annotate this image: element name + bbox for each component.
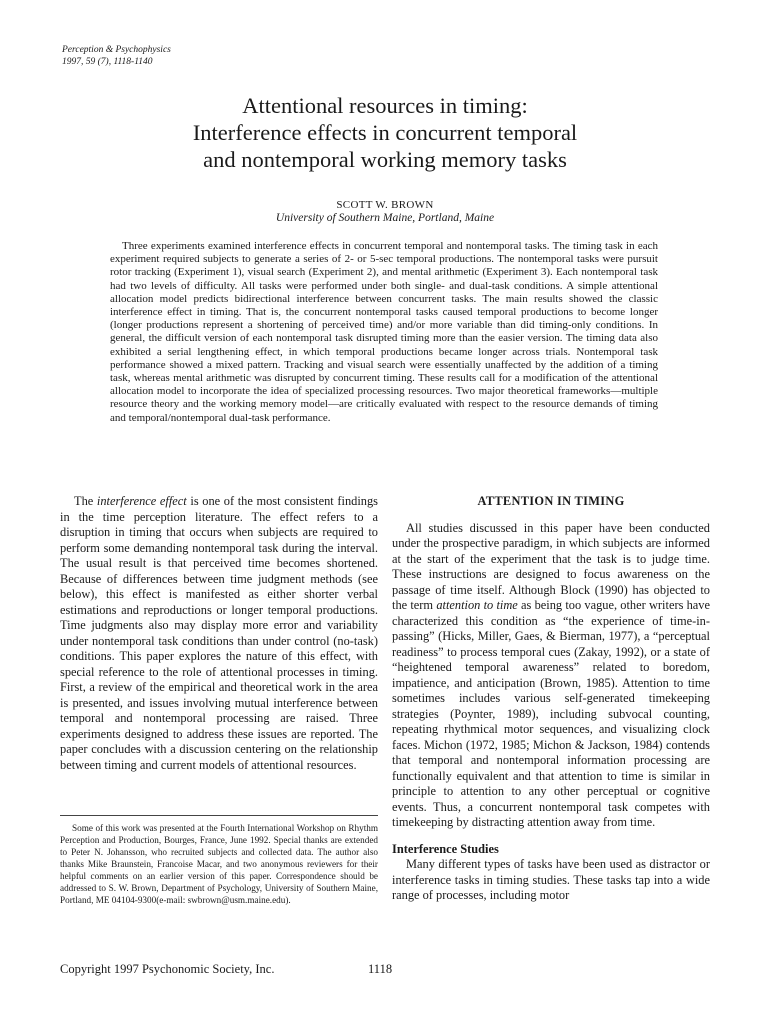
intro-rest: is one of the most consistent findings in the time perception literature. The effect refers to a disruption in timing that occurs when subjects are required to perform some demanding nontemporal task during the interval. The usual result is that perceived time becomes shortened. Because of differences between time judgment methods (see below), this effect is manifested as either shorter verbal estimations and reproductions or longer temporal productions. Time judgments also may display more error and variability under nontemporal task conditions than under control (no-task) conditions. This paper explores the nature of this effect, with special reference to the role of attentional processes in timing. First, a review of the empirical and theoretical work in the area is presented, and issues involving mutual interference between temporal and nontemporal processing are raised. Three experiments designed to address these issues are reported. The paper concludes with a discussion centering on the relationship between timing and current models of attentional resources. — [60, 494, 378, 772]
abstract: Three experiments examined interference effects in concurrent temporal and nontemporal tasks. The timing task in each experiment required subjects to generate a series of 2- or 5-sec temporal productions. The nontemporal tasks were pursuit rotor tracking (Experiment 1), visual search (Experiment 2), and mental arithmetic (Experiment 3). Each nontemporal task had two levels of difficulty. All tasks were performed under both single- and dual-task conditions. A simple attentional allocation model predicts bidirectional interference between concurrent tasks. The main results showed the classic interference effect in timing. That is, the concurrent nontemporal tasks caused temporal productions to become longer (longer productions represent a shortening of perceived time) and/or more variable than did timing-only conditions. In general, the difficult version of each nontemporal task disrupted timing more than the easier version. The timing data also exhibited a serial lengthening effect, in which temporal productions became longer across trials. Nontemporal task performance showed a mixed pattern. Tracking and visual search were essentially unaffected by the addition of a timing task, whereas mental arithmetic was disrupted by concurrent timing. These results call for a modification of the attentional allocation model to incorporate the idea of specialized processing resources. Two major theoretical frameworks—multiple resource theory and the working memory model—are critically evaluated with respect to the resource demands of timing and temporal/nontemporal dual-task performance. — [110, 240, 658, 424]
right-column — [392, 494, 710, 904]
copyright-notice: Copyright 1997 Psychonomic Society, Inc. — [60, 962, 275, 976]
author-affiliation: University of Southern Maine, Portland, Maine — [275, 212, 495, 224]
intro-term: interference effect — [96, 494, 187, 508]
footnote: Some of this work was presented at the Fourth International Workshop on Rhythm Perception and Production, Bourges, France, June 1992. Special thanks are extended to Peter N. Johansson, who recruited subjects and collected data. The author also thanks Mike Braunstein, Francoise Macar, and two anonymous reviewers for their helpful comments on an earlier version of this paper. Correspondence should be addressed to S. W. Brown, Department of Psychology, University of Southern Maine, Portland, ME 04104-9300(e-mail: swbrown@usm.maine.edu). — [60, 823, 378, 905]
para1-part-a: All studies discussed in this paper have been conducted under the prospective paradigm, in which subjects are informed at the start of the experiment that the task is to judge time. These instructions are designed to focus awareness on the passage of time itself. Although Block (1990) has objected to the term — [392, 520, 710, 612]
title-line-2: Interference effects in concurrent temporal — [192, 120, 578, 145]
author-name: SCOTT W. BROWN — [336, 199, 434, 211]
para1-term: attention to time — [436, 598, 518, 612]
left-column — [60, 494, 378, 773]
journal-name: Perception & Psychophysics — [62, 45, 171, 55]
footnote-rule — [60, 815, 378, 816]
journal-citation: 1997, 59 (7), 1118-1140 — [62, 57, 153, 67]
title-line-3: and nontemporal working memory tasks — [203, 147, 567, 172]
section-paragraph-1 — [392, 521, 710, 831]
section-paragraph-2: Many different types of tasks have been used as distractor or interference tasks in timing studies. These tasks tap into a wide range of processes, including motor — [392, 857, 710, 902]
page-number: 1118 — [368, 962, 393, 976]
section-heading: ATTENTION IN TIMING — [477, 494, 625, 508]
intro-paragraph — [60, 494, 378, 773]
title-line-1: Attentional resources in timing: — [242, 93, 528, 118]
subsection-heading: Interference Studies — [392, 841, 499, 856]
journal-header — [62, 44, 171, 68]
article-title — [40, 92, 730, 173]
para1-part-b: as being too vague, other writers have characterized this condition as “the experience of time-in-passing” (Hicks, Miller, Gaes, & Bierman, 1977), a “perceptual readiness” to process temporal cues (Zakay, 1992), or a state of “heightened temporal awareness” related to boredom, impatience, and anticipation (Brown, 1985). Attention to time sometimes includes various self-generated timekeeping strategies (Poynter, 1989), including subvocal counting, repeating rhythmical motor sequences, and visualizing clock faces. Michon (1972, 1985; Michon & Jackson, 1984) contends that temporal and nontemporal information processing are functionally equivalent and that attention to time is similar in principle to attention to any other perceptual or cognitive events. Thus, a concurrent nontemporal task competes with timekeeping by distracting attention away from time. — [392, 598, 711, 829]
intro-lead: The — [74, 494, 97, 508]
